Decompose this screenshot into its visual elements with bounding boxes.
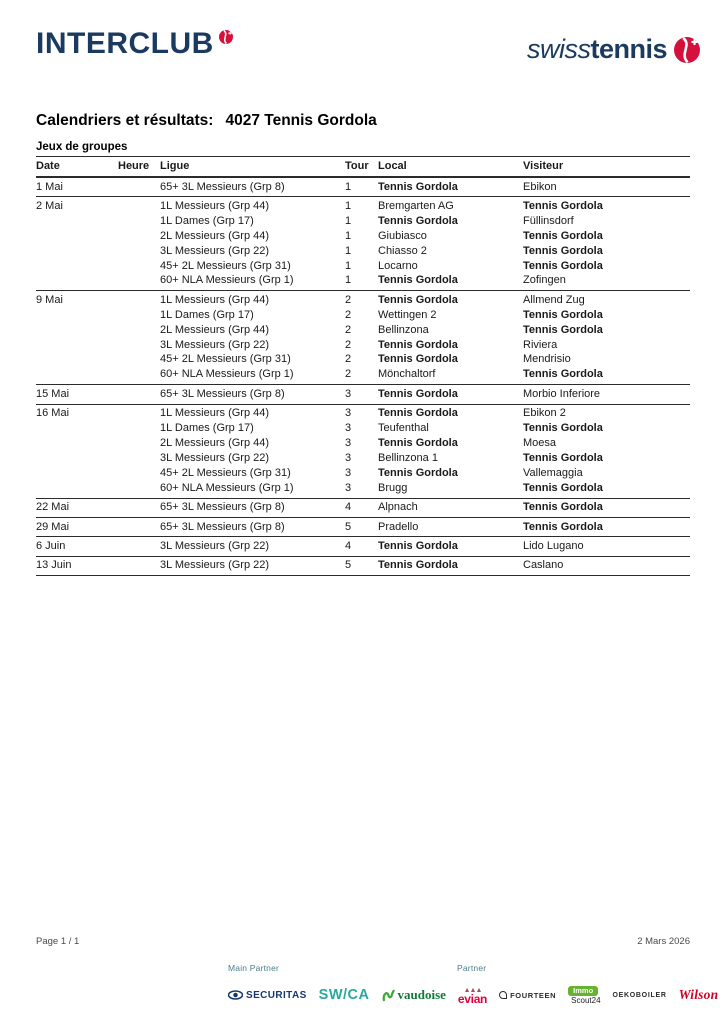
cell-date bbox=[36, 259, 118, 274]
cell-date: 16 Mai bbox=[36, 407, 70, 420]
cell-date: 22 Mai bbox=[36, 501, 70, 514]
cell-date bbox=[36, 244, 118, 259]
cell-visiteur: Zofingen bbox=[523, 274, 566, 287]
cell-tour: 2 bbox=[345, 368, 352, 381]
cell-heure bbox=[118, 421, 160, 436]
cell-visiteur: Tennis Gordola bbox=[523, 422, 603, 435]
cell-local: Tennis Gordola bbox=[378, 214, 458, 227]
table-body bbox=[36, 178, 690, 576]
cell-heure bbox=[118, 323, 160, 338]
column-header-tour: Tour bbox=[345, 160, 369, 172]
eye-icon bbox=[228, 990, 243, 1000]
cell-local: Giubiasco bbox=[378, 229, 427, 242]
cell-local: Teufenthal bbox=[378, 422, 429, 435]
cell-heure bbox=[118, 293, 160, 308]
cell-date bbox=[36, 466, 118, 481]
interclub-logo-text: INTERCLUB bbox=[36, 27, 214, 60]
cell-local: Tennis Gordola bbox=[378, 437, 458, 449]
cell-date: 6 Juin bbox=[36, 539, 66, 552]
table-row bbox=[36, 406, 690, 421]
page-number: Page 1 / 1 bbox=[36, 936, 80, 947]
table-row bbox=[36, 558, 690, 573]
cell-ligue: 1L Messieurs (Grp 44) bbox=[160, 407, 270, 420]
cell-tour: 2 bbox=[345, 293, 352, 306]
cell-heure bbox=[118, 273, 160, 288]
cell-tour: 1 bbox=[345, 244, 352, 257]
cell-local: Alpnach bbox=[378, 501, 418, 514]
date-group bbox=[36, 518, 690, 537]
column-header-heure: Heure bbox=[118, 160, 150, 172]
cell-tour: 4 bbox=[345, 539, 352, 552]
table-row bbox=[36, 367, 690, 382]
column-header-visiteur: Visiteur bbox=[523, 160, 564, 172]
cell-ligue: 60+ NLA Messieurs (Grp 1) bbox=[160, 274, 294, 287]
cell-visiteur: Caslano bbox=[523, 559, 564, 572]
table-row bbox=[36, 421, 690, 436]
cell-tour: 1 bbox=[345, 199, 352, 212]
partner-logos bbox=[228, 983, 718, 1007]
cell-date bbox=[36, 229, 118, 244]
cell-ligue: 60+ NLA Messieurs (Grp 1) bbox=[160, 368, 294, 381]
cell-tour: 3 bbox=[345, 437, 352, 449]
cell-tour: 2 bbox=[345, 353, 352, 366]
cell-heure bbox=[118, 180, 160, 195]
date-group bbox=[36, 291, 690, 385]
date-group bbox=[36, 178, 690, 197]
table-row bbox=[36, 451, 690, 466]
cell-date bbox=[36, 367, 118, 382]
cell-tour: 1 bbox=[345, 229, 352, 242]
cell-local: Bellinzona 1 bbox=[378, 451, 438, 464]
cell-visiteur: Allmend Zug bbox=[523, 293, 585, 306]
fourteen-logo: FOURTEEN bbox=[499, 991, 556, 1000]
swica-logo: SW/CA bbox=[318, 987, 370, 1003]
cell-ligue: 3L Messieurs (Grp 22) bbox=[160, 451, 270, 464]
cell-ligue: 1L Messieurs (Grp 44) bbox=[160, 293, 270, 306]
column-header-date: Date bbox=[36, 160, 60, 172]
cell-visiteur: Tennis Gordola bbox=[523, 259, 603, 272]
cell-ligue: 65+ 3L Messieurs (Grp 8) bbox=[160, 520, 285, 533]
cell-tour: 1 bbox=[345, 214, 352, 227]
cell-visiteur: Morbio Inferiore bbox=[523, 387, 601, 400]
cell-heure bbox=[118, 406, 160, 421]
print-date: 2 Mars 2026 bbox=[637, 936, 690, 947]
table-row bbox=[36, 520, 690, 535]
cell-local: Chiasso 2 bbox=[378, 244, 427, 257]
date-group bbox=[36, 537, 690, 556]
table-row bbox=[36, 539, 690, 554]
mountains-icon: ▲▲▲ bbox=[463, 987, 482, 994]
cell-visiteur: Riviera bbox=[523, 338, 558, 351]
cell-visiteur: Tennis Gordola bbox=[523, 501, 603, 514]
cell-ligue: 1L Dames (Grp 17) bbox=[160, 422, 254, 435]
cell-heure bbox=[118, 539, 160, 554]
swisstennis-ball-icon bbox=[674, 37, 700, 63]
table-row bbox=[36, 214, 690, 229]
swisstennis-logo bbox=[527, 34, 700, 65]
table-row bbox=[36, 293, 690, 308]
cell-heure bbox=[118, 367, 160, 382]
cell-date: 9 Mai bbox=[36, 293, 63, 306]
main-partner-label: Main Partner bbox=[228, 963, 280, 973]
table-row bbox=[36, 436, 690, 451]
cell-ligue: 65+ 3L Messieurs (Grp 8) bbox=[160, 501, 285, 514]
table-row bbox=[36, 338, 690, 353]
cell-ligue: 45+ 2L Messieurs (Grp 31) bbox=[160, 353, 291, 366]
cell-ligue: 65+ 3L Messieurs (Grp 8) bbox=[160, 180, 285, 193]
table-row bbox=[36, 323, 690, 338]
cell-local: Pradello bbox=[378, 520, 419, 533]
cell-ligue: 1L Dames (Grp 17) bbox=[160, 308, 254, 321]
page-title-label: Calendriers et résultats: bbox=[36, 112, 214, 129]
cell-local: Locarno bbox=[378, 259, 418, 272]
swisstennis-logo-swiss: swiss bbox=[526, 34, 591, 64]
cell-tour: 2 bbox=[345, 338, 352, 351]
swisstennis-logo-tennis: tennis bbox=[590, 34, 667, 64]
cell-visiteur: Tennis Gordola bbox=[523, 451, 603, 464]
footer-meta bbox=[36, 936, 690, 947]
date-group bbox=[36, 557, 690, 576]
cell-tour: 3 bbox=[345, 407, 352, 420]
cell-date bbox=[36, 451, 118, 466]
cell-local: Mönchaltorf bbox=[378, 368, 436, 381]
cell-local: Bellinzona bbox=[378, 323, 429, 336]
cell-visiteur: Tennis Gordola bbox=[523, 323, 603, 336]
cell-date bbox=[36, 421, 118, 436]
cell-date bbox=[36, 338, 118, 353]
cell-ligue: 45+ 2L Messieurs (Grp 31) bbox=[160, 466, 291, 479]
interclub-logo bbox=[36, 28, 233, 60]
cell-local: Brugg bbox=[378, 481, 408, 494]
immoscout24-logo: Immo Scout24 bbox=[568, 986, 600, 1005]
cell-heure bbox=[118, 338, 160, 353]
date-group bbox=[36, 385, 690, 404]
cell-visiteur: Tennis Gordola bbox=[523, 368, 603, 381]
cell-ligue: 3L Messieurs (Grp 22) bbox=[160, 244, 270, 257]
cell-tour: 1 bbox=[345, 180, 352, 193]
evian-logo: ▲▲▲ evian bbox=[457, 987, 488, 1006]
cell-ligue: 2L Messieurs (Grp 44) bbox=[160, 437, 270, 449]
cell-date bbox=[36, 352, 118, 367]
cell-date: 29 Mai bbox=[36, 520, 70, 533]
date-group bbox=[36, 499, 690, 518]
cell-date: 13 Juin bbox=[36, 559, 72, 572]
table-row bbox=[36, 308, 690, 323]
cell-local: Tennis Gordola bbox=[378, 559, 458, 572]
date-group bbox=[36, 197, 690, 291]
cell-ligue: 65+ 3L Messieurs (Grp 8) bbox=[160, 387, 285, 400]
immo-badge: Immo bbox=[568, 986, 598, 996]
cell-heure bbox=[118, 481, 160, 496]
cell-local: Tennis Gordola bbox=[378, 407, 458, 420]
cell-tour: 4 bbox=[345, 501, 352, 514]
cell-heure bbox=[118, 214, 160, 229]
cell-visiteur: Tennis Gordola bbox=[523, 308, 603, 321]
cell-visiteur: Tennis Gordola bbox=[523, 199, 603, 212]
cell-date: 15 Mai bbox=[36, 387, 70, 400]
cell-heure bbox=[118, 451, 160, 466]
cell-date bbox=[36, 308, 118, 323]
page-title-club: 4027 Tennis Gordola bbox=[225, 112, 377, 129]
cell-heure bbox=[118, 436, 160, 451]
cell-tour: 3 bbox=[345, 451, 352, 464]
cell-ligue: 3L Messieurs (Grp 22) bbox=[160, 539, 270, 552]
table-row bbox=[36, 352, 690, 367]
table-row bbox=[36, 199, 690, 214]
vaudoise-logo: vaudoise bbox=[382, 987, 446, 1003]
cell-visiteur: Tennis Gordola bbox=[523, 244, 603, 257]
cell-tour: 1 bbox=[345, 274, 352, 287]
table-row bbox=[36, 466, 690, 481]
cell-tour: 3 bbox=[345, 481, 352, 494]
table-row bbox=[36, 273, 690, 288]
vaudoise-mark-icon bbox=[382, 989, 395, 1002]
cell-visiteur: Füllinsdorf bbox=[523, 214, 574, 227]
cell-local: Tennis Gordola bbox=[378, 466, 458, 479]
cell-visiteur: Ebikon bbox=[523, 180, 557, 193]
cell-date bbox=[36, 481, 118, 496]
fourteen-mark-icon bbox=[499, 991, 507, 999]
table-row bbox=[36, 500, 690, 515]
cell-heure bbox=[118, 558, 160, 573]
cell-heure bbox=[118, 308, 160, 323]
cell-date bbox=[36, 436, 118, 451]
cell-ligue: 3L Messieurs (Grp 22) bbox=[160, 338, 270, 351]
table-row bbox=[36, 180, 690, 195]
cell-ligue: 45+ 2L Messieurs (Grp 31) bbox=[160, 259, 291, 272]
cell-visiteur: Moesa bbox=[523, 437, 557, 449]
cell-ligue: 60+ NLA Messieurs (Grp 1) bbox=[160, 481, 294, 494]
cell-heure bbox=[118, 259, 160, 274]
cell-heure bbox=[118, 352, 160, 367]
cell-date bbox=[36, 214, 118, 229]
schedule-table bbox=[36, 156, 690, 576]
cell-date: 1 Mai bbox=[36, 180, 63, 193]
column-header-local: Local bbox=[378, 160, 407, 172]
table-header-row bbox=[36, 157, 690, 178]
cell-local: Wettingen 2 bbox=[378, 308, 437, 321]
cell-tour: 5 bbox=[345, 520, 352, 533]
cell-heure bbox=[118, 466, 160, 481]
cell-local: Tennis Gordola bbox=[378, 539, 458, 552]
table-row bbox=[36, 387, 690, 402]
cell-ligue: 1L Dames (Grp 17) bbox=[160, 214, 254, 227]
cell-ligue: 2L Messieurs (Grp 44) bbox=[160, 229, 270, 242]
cell-heure bbox=[118, 229, 160, 244]
section-label: Jeux de groupes bbox=[36, 141, 128, 153]
table-row bbox=[36, 244, 690, 259]
cell-tour: 2 bbox=[345, 308, 352, 321]
cell-heure bbox=[118, 387, 160, 402]
wilson-logo: Wilson bbox=[678, 987, 719, 1002]
cell-local: Tennis Gordola bbox=[378, 293, 458, 306]
partner-label: Partner bbox=[457, 963, 487, 973]
cell-heure bbox=[118, 500, 160, 515]
cell-local: Tennis Gordola bbox=[378, 387, 458, 400]
cell-visiteur: Mendrisio bbox=[523, 353, 571, 366]
cell-tour: 2 bbox=[345, 323, 352, 336]
cell-local: Tennis Gordola bbox=[378, 353, 458, 366]
cell-ligue: 1L Messieurs (Grp 44) bbox=[160, 199, 270, 212]
cell-heure bbox=[118, 520, 160, 535]
table-row bbox=[36, 481, 690, 496]
cell-tour: 3 bbox=[345, 422, 352, 435]
cell-visiteur: Tennis Gordola bbox=[523, 520, 603, 533]
cell-date: 2 Mai bbox=[36, 199, 63, 212]
cell-ligue: 2L Messieurs (Grp 44) bbox=[160, 323, 270, 336]
cell-heure bbox=[118, 199, 160, 214]
oekoboiler-logo: OEKOBOILER bbox=[612, 991, 667, 999]
cell-local: Bremgarten AG bbox=[378, 199, 454, 212]
cell-local: Tennis Gordola bbox=[378, 338, 458, 351]
cell-tour: 3 bbox=[345, 387, 352, 400]
table-row bbox=[36, 259, 690, 274]
cell-tour: 1 bbox=[345, 259, 352, 272]
cell-date bbox=[36, 323, 118, 338]
column-header-ligue: Ligue bbox=[160, 160, 190, 172]
cell-visiteur: Tennis Gordola bbox=[523, 229, 603, 242]
tennis-ball-icon bbox=[219, 30, 233, 44]
cell-visiteur: Lido Lugano bbox=[523, 539, 584, 552]
cell-visiteur: Ebikon 2 bbox=[523, 407, 566, 420]
date-group bbox=[36, 405, 690, 499]
cell-ligue: 3L Messieurs (Grp 22) bbox=[160, 559, 270, 572]
cell-heure bbox=[118, 244, 160, 259]
cell-visiteur: Tennis Gordola bbox=[523, 481, 603, 494]
page-title bbox=[36, 112, 377, 130]
cell-tour: 3 bbox=[345, 466, 352, 479]
cell-local: Tennis Gordola bbox=[378, 274, 458, 287]
table-row bbox=[36, 229, 690, 244]
cell-visiteur: Vallemaggia bbox=[523, 466, 583, 479]
cell-date bbox=[36, 273, 118, 288]
cell-tour: 5 bbox=[345, 559, 352, 572]
cell-local: Tennis Gordola bbox=[378, 180, 458, 193]
securitas-logo: SECURITAS bbox=[228, 990, 307, 1001]
